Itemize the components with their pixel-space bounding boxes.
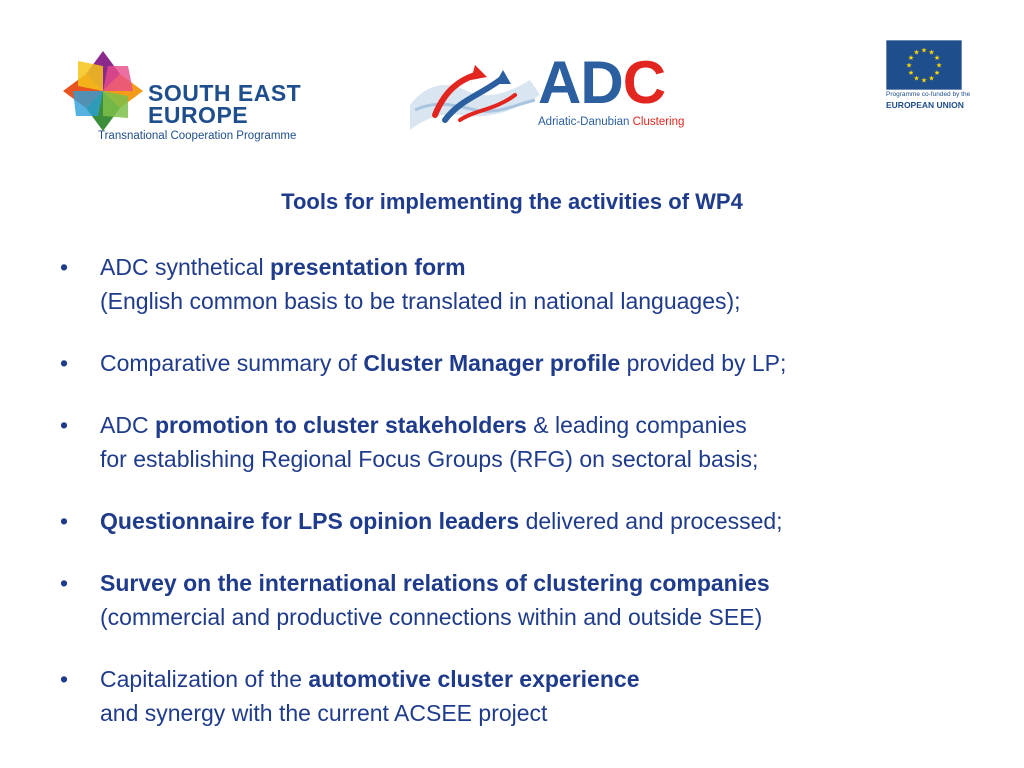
- eu-star-icon: ★: [905, 62, 913, 70]
- see-flower-icon: [58, 46, 148, 136]
- bullet-line2: (English common basis to be translated in national languages);: [100, 288, 741, 314]
- adc-map-graphic-icon: [405, 50, 545, 138]
- bullet-line2: for establishing Regional Focus Groups (RFG) on sectoral basis;: [100, 446, 759, 472]
- bullet-item: [60, 662, 1000, 730]
- eu-star-icon: ★: [933, 55, 941, 62]
- eu-star-icon: ★: [920, 77, 928, 85]
- eu-star-icon: ★: [913, 49, 920, 57]
- bullet-item: [60, 504, 1000, 538]
- bullet-text-end: provided by LP;: [620, 350, 787, 376]
- bullet-dot: •: [60, 666, 69, 692]
- bullet-line2: and synergy with the current ACSEE project: [100, 700, 548, 726]
- bullet-bold-text: presentation form: [270, 254, 466, 280]
- bullet-text: ADC synthetical: [100, 254, 271, 280]
- eu-star-icon: ★: [928, 49, 935, 57]
- bullet-text-end: & leading companies: [526, 412, 747, 438]
- adc-letter-c: C: [622, 49, 666, 116]
- eu-star-icon: ★: [933, 70, 941, 77]
- adc-logo: [405, 50, 695, 140]
- bullet-dot: •: [60, 570, 69, 596]
- bullet-bold-text: automotive cluster experience: [308, 666, 640, 692]
- slide-title: Tools for implementing the activities of WP4: [281, 189, 743, 214]
- bullet-dot: •: [60, 254, 69, 280]
- eu-star-icon: ★: [928, 75, 935, 83]
- adc-wordmark: [538, 49, 666, 116]
- bullet-item: [60, 408, 1000, 476]
- eu-logo-line2: EUROPEAN UNION: [886, 100, 964, 110]
- bullet-text: Capitalization of the: [100, 666, 309, 692]
- bullet-item: [60, 250, 1000, 318]
- adc-subtitle-part1: Adriatic-Danubian: [538, 116, 630, 128]
- bullet-list: [60, 250, 1000, 758]
- eu-star-icon: ★: [907, 55, 915, 62]
- bullet-bold-text: Survey on the international relations of clustering companies: [100, 570, 770, 596]
- eu-star-icon: ★: [913, 75, 920, 83]
- bullet-dot: •: [60, 350, 69, 376]
- see-programme-logo: [58, 40, 318, 150]
- see-logo-line1: SOUTH EAST: [148, 80, 302, 106]
- eu-flag-icon: [886, 40, 962, 90]
- bullet-dot: •: [60, 508, 69, 534]
- bullet-text-end: delivered and processed;: [519, 508, 783, 534]
- see-logo-line2: EUROPE: [148, 102, 249, 128]
- eu-logo-line1: Programme co-funded by the: [886, 91, 971, 98]
- see-logo-line3: Transnational Cooperation Programme: [98, 130, 297, 142]
- bullet-bold-text: Questionnaire for LPS opinion leaders: [100, 508, 520, 534]
- bullet-item: [60, 566, 1000, 634]
- bullet-item: [60, 346, 1000, 380]
- adc-letter-d: D: [580, 49, 623, 116]
- adc-subtitle: [538, 116, 684, 128]
- eu-star-icon: ★: [907, 70, 915, 77]
- adc-letter-a: A: [538, 49, 581, 116]
- bullet-text: ADC: [100, 412, 155, 438]
- bullet-line2: (commercial and productive connections within and outside SEE): [100, 604, 763, 630]
- bullet-bold-text: Cluster Manager profile: [363, 350, 621, 376]
- eu-star-icon: ★: [920, 47, 928, 55]
- adc-subtitle-part2: Clustering: [632, 116, 685, 128]
- eu-star-icon: ★: [935, 62, 943, 70]
- eu-logo: [880, 40, 970, 120]
- bullet-bold-text: promotion to cluster stakeholders: [154, 412, 527, 438]
- bullet-text: Comparative summary of: [100, 350, 364, 376]
- bullet-dot: •: [60, 412, 69, 438]
